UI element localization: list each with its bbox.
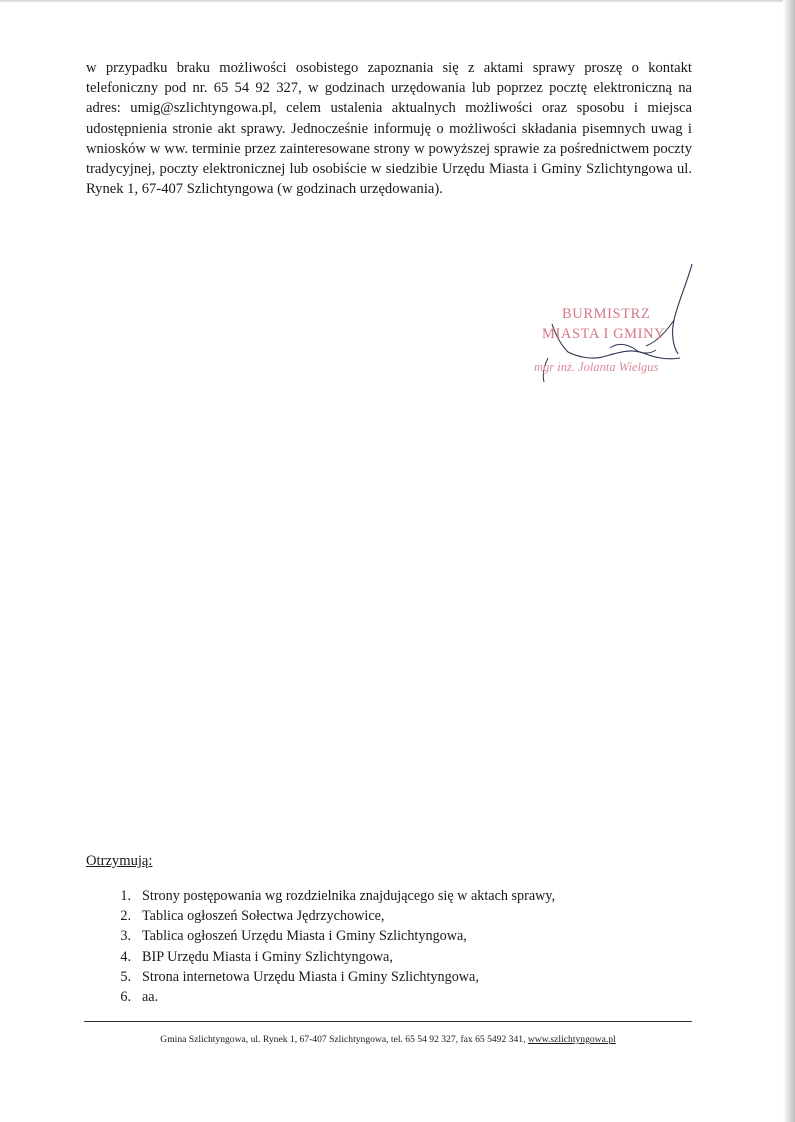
letter-body: w przypadku braku możliwości osobistego zapoznania się z aktami sprawy proszę o kontakt telefoniczny pod nr. 65 54 92 327, w godzinach urzędowania lub poprzez pocztę elektroniczną na adres: umig@szlichtyngowa.pl, celem ustalenia aktualnych możliwości oraz sposobu i miejsca udostępnienia stronie akt sprawy. Jednocześnie informuję o możliwości składania pisemnych uwag i wniosków w ww. terminie przez zainteresowane strony w powyższej sprawie za pośrednictwem poczty tradycyjnej, poczty elektronicznej lub osobiście w siedzibie Urzędu Miasta i Gminy Szlichtyngowa ul. Rynek 1, 67-407 Szlichtyngowa (w godzinach urzędowania). <box>86 60 692 198</box>
footer-divider <box>84 1021 692 1022</box>
list-item-number: 4. <box>120 948 131 965</box>
list-item <box>105 947 555 967</box>
page-right-edge <box>783 0 795 1122</box>
list-item <box>105 926 555 946</box>
list-item-number: 1. <box>120 888 131 904</box>
list-item-text: BIP Urzędu Miasta i Gminy Szlichtyngowa, <box>142 948 393 965</box>
list-item <box>105 967 555 987</box>
mayor-stamp-signature <box>528 262 708 392</box>
stamp-title: BURMISTRZ <box>562 306 651 322</box>
list-item-number: 5. <box>120 968 131 985</box>
list-item-text: Strona internetowa Urzędu Miasta i Gminy Szlichtyngowa, <box>142 968 479 985</box>
recipients-list <box>105 886 555 1007</box>
footer-contact-text: Gmina Szlichtyngowa, ul. Rynek 1, 67-407 Szlichtyngowa, tel. 65 54 92 327, fax 65 5492 341, <box>160 1034 528 1045</box>
list-item <box>105 906 555 926</box>
list-item-number: 2. <box>120 908 131 925</box>
recipients-heading: Otrzymują: <box>86 853 153 869</box>
list-item <box>105 886 555 906</box>
list-item <box>105 987 555 1007</box>
page-top-edge <box>0 0 795 3</box>
footer-address <box>84 1034 692 1045</box>
stamp-subtitle: MIASTA I GMINY <box>542 326 666 342</box>
list-item-text: aa. <box>142 989 159 1006</box>
list-item-number: 3. <box>120 928 131 945</box>
footer-website-link[interactable]: www.szlichtyngowa.pl <box>527 1034 616 1045</box>
list-item-text: Tablica ogłoszeń Urzędu Miasta i Gminy Szlichtyngowa, <box>142 928 467 945</box>
stamp-signatory: mgr inż. Jolanta Wielgus <box>534 360 659 374</box>
list-item-number: 6. <box>120 989 131 1006</box>
list-item-text: Strony postępowania wg rozdzielnika znajdującego się w aktach sprawy, <box>142 888 556 904</box>
list-item-text: Tablica ogłoszeń Sołectwa Jędrzychowice, <box>142 908 385 925</box>
